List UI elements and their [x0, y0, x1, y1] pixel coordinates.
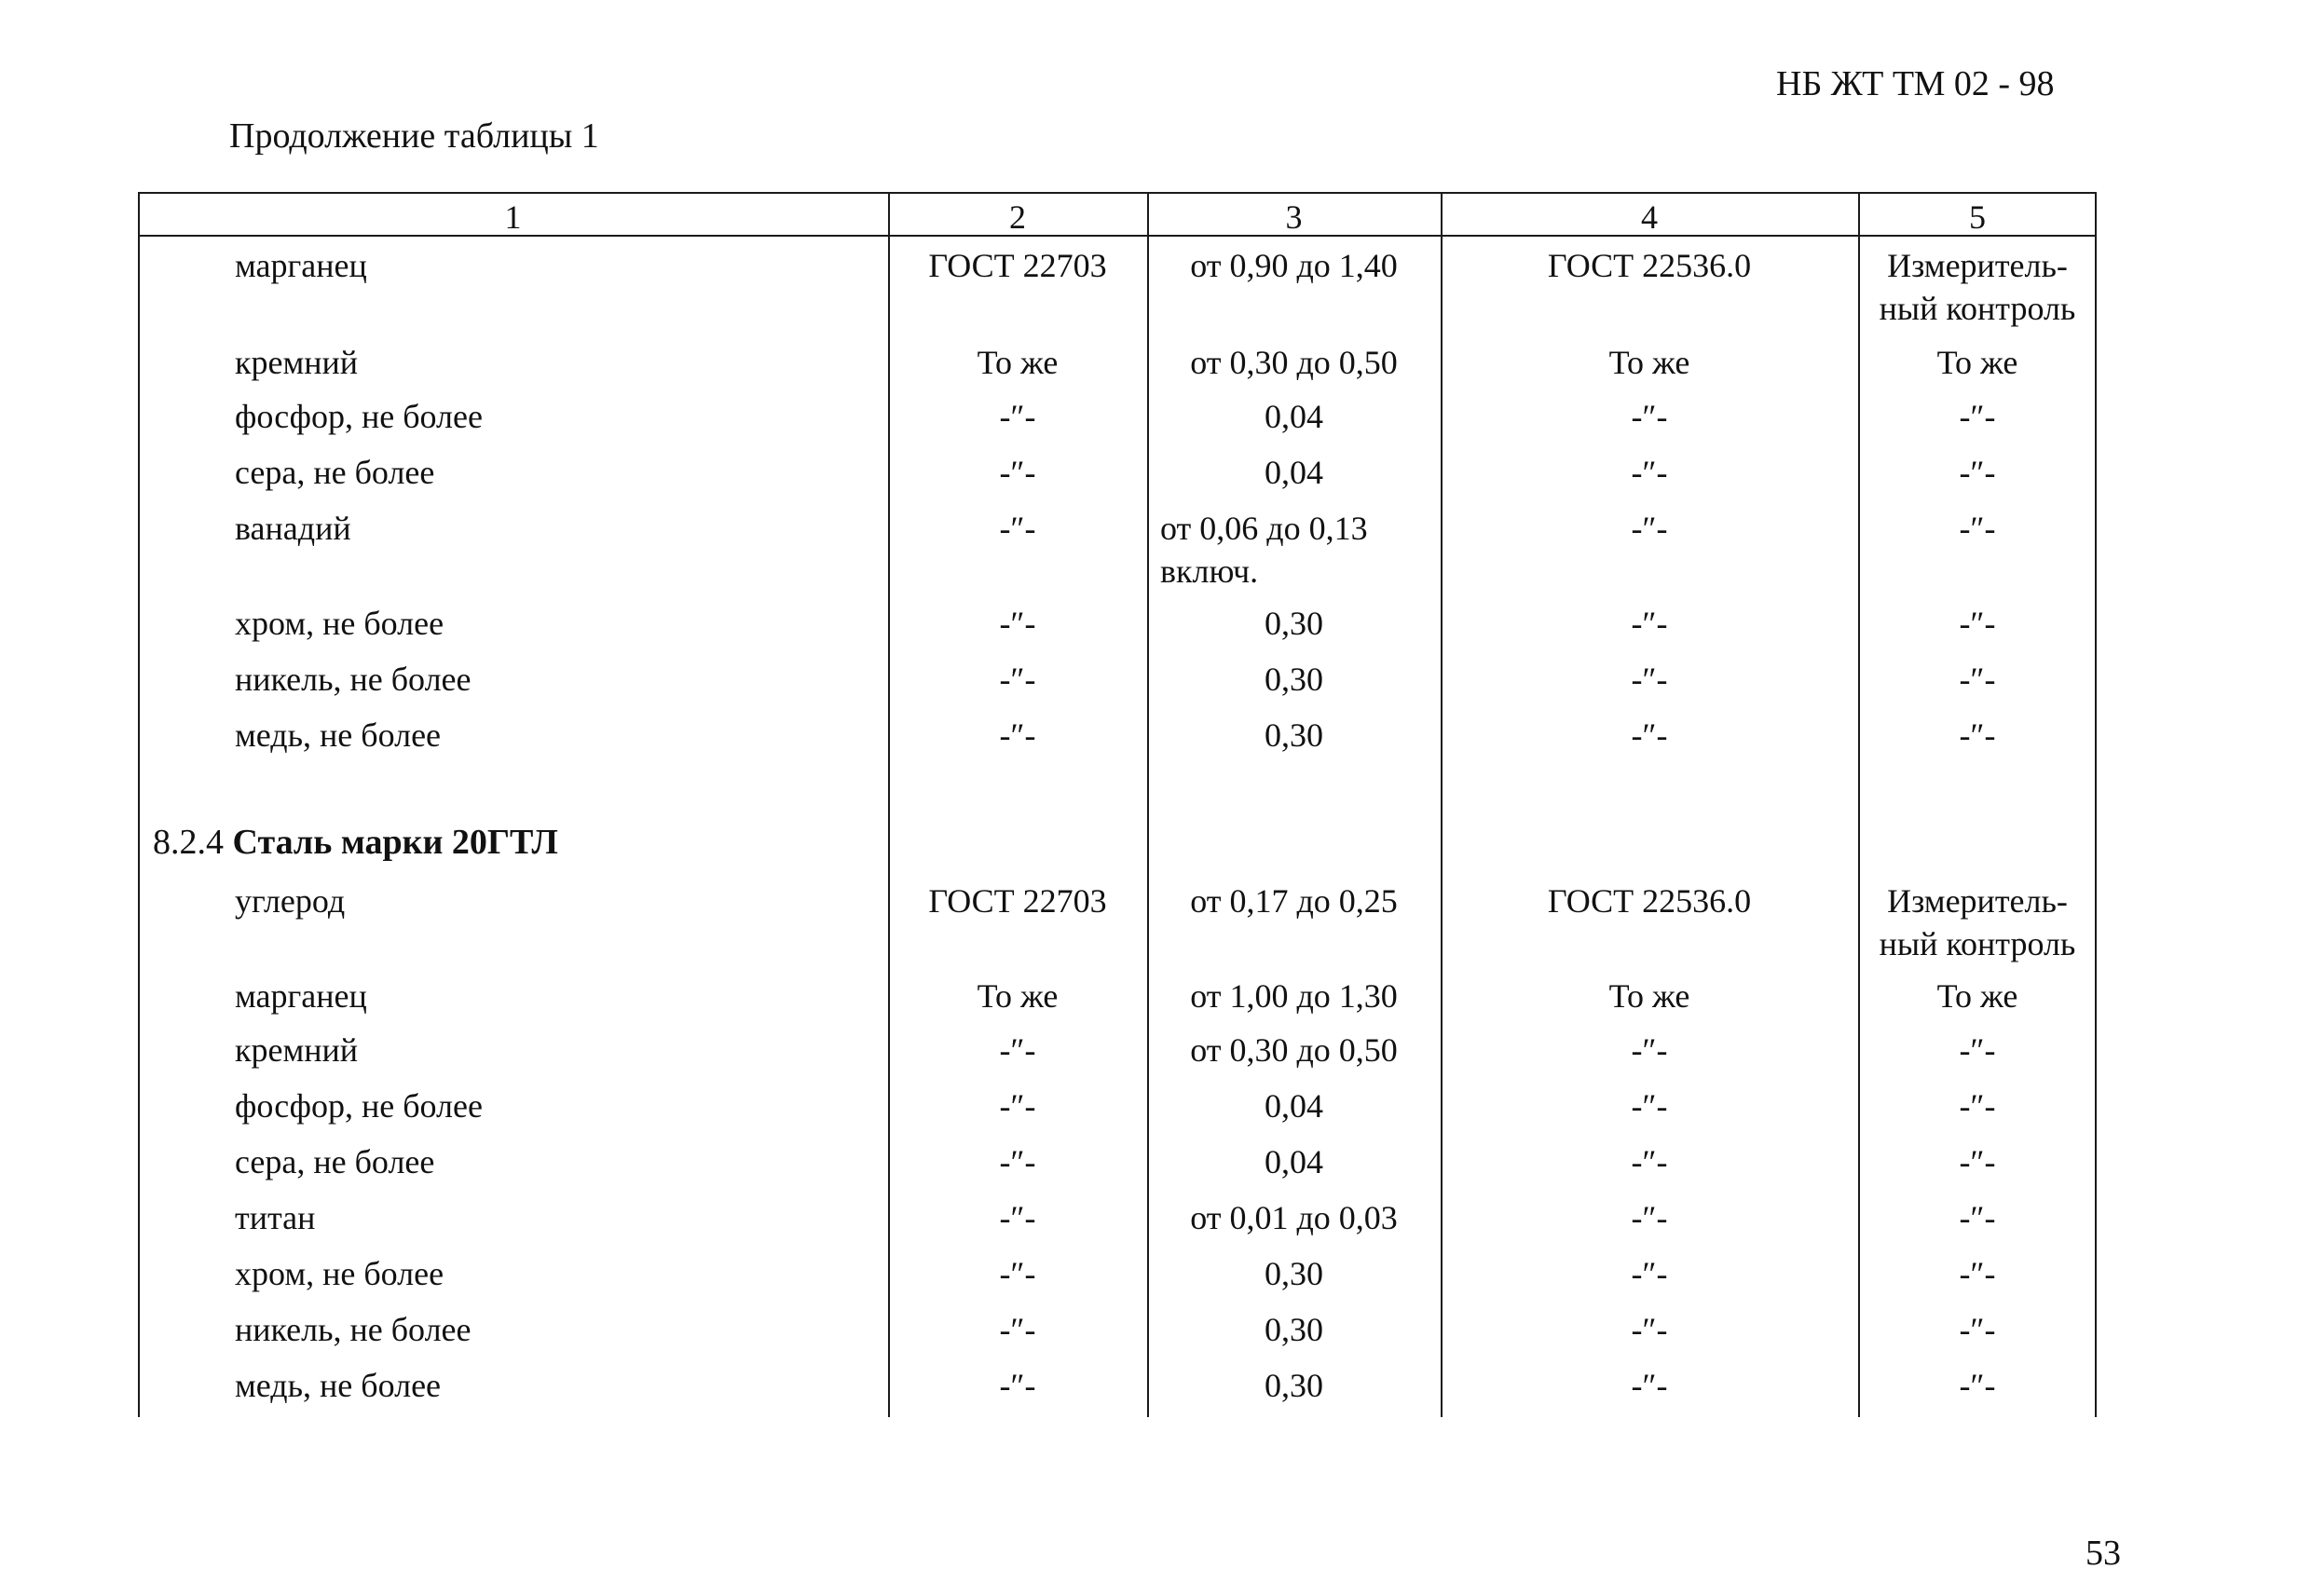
value-cell: 0,04 — [1265, 454, 1323, 491]
value-cell: 0,04 — [1265, 398, 1323, 435]
element-name: хром, не более — [235, 605, 444, 642]
standard-cell: -″- — [999, 716, 1036, 754]
document-code: НБ ЖТ ТМ 02 - 98 — [1776, 64, 2055, 103]
value-cell: от 0,17 до 0,25 — [1190, 882, 1398, 920]
method-cell: -″- — [1631, 1311, 1668, 1348]
standard-cell: -″- — [999, 661, 1036, 698]
element-name: фосфор, не более — [235, 1087, 483, 1125]
specification-table — [138, 192, 2097, 1417]
standard-cell: -″- — [999, 510, 1036, 547]
standard-cell: -″- — [999, 1143, 1036, 1180]
value-cell: 0,30 — [1265, 1367, 1323, 1404]
method-cell: То же — [1608, 977, 1690, 1015]
element-name: фосфор, не более — [235, 398, 483, 435]
control-cell: То же — [1936, 344, 2018, 381]
column-header-5: 5 — [1969, 198, 1986, 236]
standard-cell: ГОСТ 22703 — [928, 882, 1107, 920]
standard-cell: -″- — [999, 398, 1036, 435]
element-name: никель, не более — [235, 1311, 472, 1348]
control-cell: То же — [1936, 977, 2018, 1015]
method-cell: То же — [1608, 344, 1690, 381]
value-cell: 0,30 — [1265, 661, 1323, 698]
standard-cell: -″- — [999, 1311, 1036, 1348]
method-cell: -″- — [1631, 1031, 1668, 1069]
element-name: углерод — [235, 882, 346, 920]
element-name: медь, не более — [235, 1367, 442, 1404]
element-name: ванадий — [235, 510, 351, 547]
method-cell: ГОСТ 22536.0 — [1547, 882, 1752, 920]
value-cell: от 1,00 до 1,30 — [1190, 977, 1398, 1015]
column-header-1: 1 — [504, 198, 522, 236]
control-cell: Измеритель-ный контроль — [1879, 882, 2076, 962]
standard-cell: -″- — [999, 1087, 1036, 1125]
element-name: сера, не более — [235, 1143, 435, 1180]
control-cell: -″- — [1959, 1031, 1996, 1069]
method-cell: -″- — [1631, 1143, 1668, 1180]
value-cell: от 0,06 до 0,13 включ. — [1160, 510, 1368, 590]
section-number: 8.2.4 — [153, 823, 224, 862]
control-cell: -″- — [1959, 661, 1996, 698]
method-cell: -″- — [1631, 398, 1668, 435]
standard-cell: -″- — [999, 454, 1036, 491]
method-cell: ГОСТ 22536.0 — [1547, 247, 1752, 284]
method-cell: -″- — [1631, 605, 1668, 642]
element-name: кремний — [235, 344, 359, 381]
value-cell: от 0,01 до 0,03 — [1190, 1199, 1398, 1236]
standard-cell: -″- — [999, 1255, 1036, 1292]
control-cell: -″- — [1959, 510, 1996, 547]
control-cell: -″- — [1959, 1199, 1996, 1236]
column-header-3: 3 — [1285, 198, 1303, 236]
value-cell: 0,30 — [1265, 1311, 1323, 1348]
element-name: титан — [235, 1199, 316, 1236]
value-cell: от 0,30 до 0,50 — [1190, 344, 1398, 381]
element-name: никель, не более — [235, 661, 472, 698]
value-cell: от 0,90 до 1,40 — [1190, 247, 1398, 284]
standard-cell: То же — [977, 344, 1059, 381]
standard-cell: То же — [977, 977, 1059, 1015]
control-cell: -″- — [1959, 398, 1996, 435]
method-cell: -″- — [1631, 661, 1668, 698]
element-name: сера, не более — [235, 454, 435, 491]
standard-cell: -″- — [999, 605, 1036, 642]
control-cell: Измеритель-ный контроль — [1879, 247, 2076, 327]
element-name: хром, не более — [235, 1255, 444, 1292]
method-cell: -″- — [1631, 454, 1668, 491]
control-cell: -″- — [1959, 1311, 1996, 1348]
control-cell: -″- — [1959, 605, 1996, 642]
column-header-2: 2 — [1009, 198, 1026, 236]
table-border-left — [138, 192, 140, 1417]
element-name: марганец — [235, 977, 367, 1015]
page-number: 53 — [2085, 1534, 2121, 1573]
value-cell: от 0,30 до 0,50 — [1190, 1031, 1398, 1069]
method-cell: -″- — [1631, 510, 1668, 547]
element-name: медь, не более — [235, 716, 442, 754]
method-cell: -″- — [1631, 1199, 1668, 1236]
section-title: Сталь марки 20ГТЛ — [232, 823, 558, 862]
control-cell: -″- — [1959, 1143, 1996, 1180]
method-cell: -″- — [1631, 716, 1668, 754]
table-continuation-caption: Продолжение таблицы 1 — [229, 116, 599, 156]
control-cell: -″- — [1959, 1255, 1996, 1292]
standard-cell: -″- — [999, 1031, 1036, 1069]
value-cell: 0,04 — [1265, 1087, 1323, 1125]
table-border-top — [138, 192, 2097, 194]
value-cell: 0,30 — [1265, 605, 1323, 642]
control-cell: -″- — [1959, 716, 1996, 754]
standard-cell: -″- — [999, 1367, 1036, 1404]
section-heading — [153, 822, 558, 863]
value-cell: 0,30 — [1265, 716, 1323, 754]
standard-cell: ГОСТ 22703 — [928, 247, 1107, 284]
column-header-4: 4 — [1641, 198, 1658, 236]
standard-cell: -″- — [999, 1199, 1036, 1236]
control-cell: -″- — [1959, 1087, 1996, 1125]
control-cell: -″- — [1959, 454, 1996, 491]
method-cell: -″- — [1631, 1255, 1668, 1292]
control-cell: -″- — [1959, 1367, 1996, 1404]
element-name: кремний — [235, 1031, 359, 1069]
method-cell: -″- — [1631, 1087, 1668, 1125]
value-cell: 0,30 — [1265, 1255, 1323, 1292]
element-name: марганец — [235, 247, 367, 284]
method-cell: -″- — [1631, 1367, 1668, 1404]
value-cell: 0,04 — [1265, 1143, 1323, 1180]
